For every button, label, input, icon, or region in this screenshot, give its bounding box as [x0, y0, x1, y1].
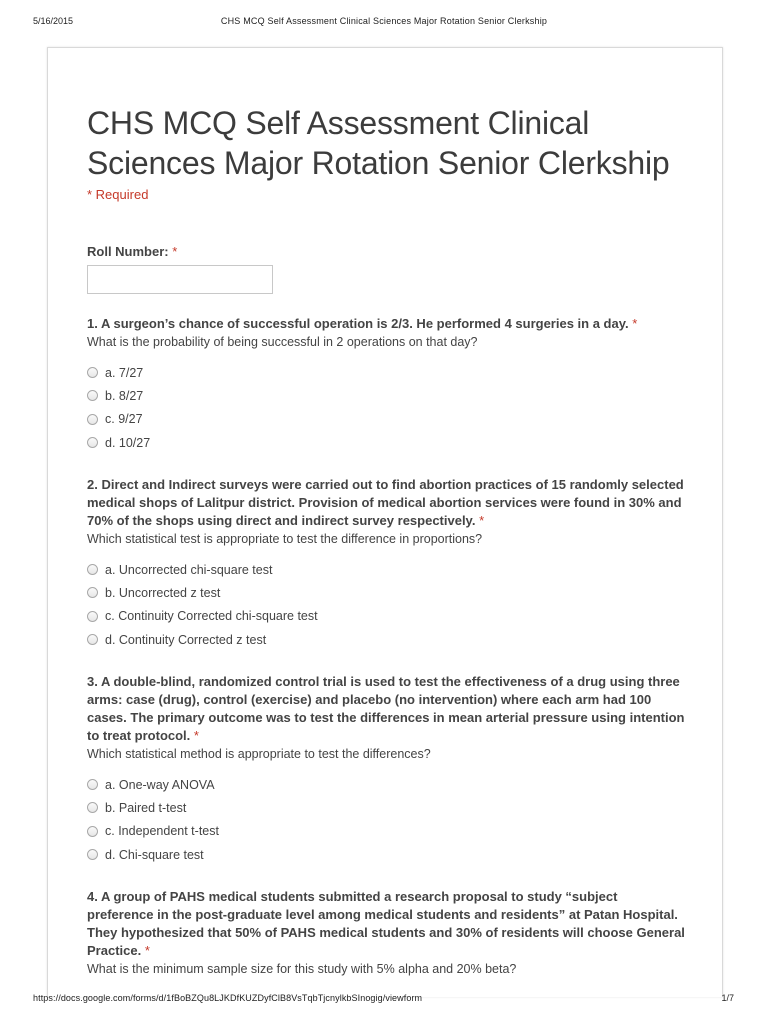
- option-label: a. 7/27: [105, 365, 144, 380]
- question-title: [87, 888, 687, 960]
- question-1: [87, 315, 687, 454]
- print-title: CHS MCQ Self Assessment Clinical Sciences Major Rotation Senior Clerkship: [220, 16, 548, 26]
- question-2: [87, 476, 687, 651]
- option-c[interactable]: [87, 408, 687, 431]
- question-title-text: 3. A double-blind, randomized control trial is used to test the effectiveness of a drug using three arms: case (drug), control (exercise) and placebo (no intervention) where each arm had 100 cases. The primary outcome was to test the differences in mean arterial pressure using intention to treat protocol.: [87, 674, 685, 743]
- option-d[interactable]: [87, 431, 687, 454]
- radio-button[interactable]: [87, 437, 98, 448]
- question-4: [87, 888, 687, 978]
- option-c[interactable]: [87, 820, 687, 843]
- option-label: b. Uncorrected z test: [105, 585, 221, 600]
- question-title-text: 4. A group of PAHS medical students submitted a research proposal to study “subject preference in the post-graduate level among medical students and residents” at Patan Hospital. They hypothesized that 50% of PAHS medical students and 30% of residents will choose General Practice.: [87, 889, 685, 958]
- options-group: [87, 361, 687, 454]
- option-c[interactable]: [87, 605, 687, 628]
- radio-button[interactable]: [87, 414, 98, 425]
- required-asterisk: *: [193, 728, 199, 743]
- required-asterisk: *: [479, 513, 485, 528]
- question-help-text: Which statistical test is appropriate to test the difference in proportions?: [87, 532, 483, 546]
- option-a[interactable]: [87, 773, 687, 796]
- option-label: c. 9/27: [105, 412, 143, 427]
- question-title: [87, 673, 687, 745]
- options-group: [87, 773, 687, 866]
- roll-number-label: [87, 244, 177, 259]
- question-title: [87, 315, 687, 333]
- option-b[interactable]: [87, 581, 687, 604]
- radio-button[interactable]: [87, 611, 98, 622]
- options-group: [87, 558, 687, 651]
- required-asterisk: *: [172, 244, 178, 259]
- option-label: d. Continuity Corrected z test: [105, 632, 267, 647]
- question-help-text: What is the probability of being successful in 2 operations on that day?: [87, 335, 478, 349]
- option-label: a. Uncorrected chi-square test: [105, 562, 273, 577]
- print-date: 5/16/2015: [33, 16, 74, 26]
- option-label: d. 10/27: [105, 435, 151, 450]
- radio-button[interactable]: [87, 634, 98, 645]
- radio-button[interactable]: [87, 367, 98, 378]
- radio-button[interactable]: [87, 390, 98, 401]
- radio-button[interactable]: [87, 587, 98, 598]
- radio-button[interactable]: [87, 802, 98, 813]
- roll-number-label-text: Roll Number:: [87, 244, 169, 259]
- print-footer: [0, 993, 768, 1007]
- print-url: https://docs.google.com/forms/d/1fBoBZQu8LJKDfKUZDyfClB8VsTqbTjcnylkbSInogig/viewform: [33, 993, 423, 1003]
- radio-button[interactable]: [87, 849, 98, 860]
- question-help-text: What is the minimum sample size for this study with 5% alpha and 20% beta?: [87, 962, 517, 976]
- question-title-text: 1. A surgeon’s chance of successful operation is 2/3. He performed 4 surgeries in a day.: [87, 316, 629, 331]
- option-d[interactable]: [87, 628, 687, 651]
- option-a[interactable]: [87, 361, 687, 384]
- question-title: [87, 476, 687, 530]
- option-label: c. Continuity Corrected chi-square test: [105, 609, 318, 624]
- print-page-number: 1/7: [721, 993, 734, 1003]
- question-help-text: Which statistical method is appropriate to test the differences?: [87, 747, 431, 761]
- option-b[interactable]: [87, 384, 687, 407]
- option-label: b. 8/27: [105, 388, 144, 403]
- form-title: CHS MCQ Self Assessment Clinical Sciences Major Rotation Senior Clerkship: [87, 105, 670, 181]
- question-3: [87, 673, 687, 866]
- option-label: a. One-way ANOVA: [105, 777, 215, 792]
- option-label: b. Paired t-test: [105, 800, 187, 815]
- radio-button[interactable]: [87, 826, 98, 837]
- print-header: [0, 16, 768, 30]
- option-label: d. Chi-square test: [105, 847, 204, 862]
- option-b[interactable]: [87, 796, 687, 819]
- roll-number-input[interactable]: [87, 265, 273, 294]
- question-title-text: 2. Direct and Indirect surveys were carried out to find abortion practices of 15 randomly selected medical shops of Lalitpur district. Provision of medical abortion services were found in 30% and 70% of the shops using direct and indirect survey respectively.: [87, 477, 684, 528]
- required-asterisk: *: [144, 943, 150, 958]
- radio-button[interactable]: [87, 564, 98, 575]
- required-note: * Required: [87, 187, 149, 202]
- option-label: c. Independent t-test: [105, 824, 219, 839]
- radio-button[interactable]: [87, 779, 98, 790]
- option-a[interactable]: [87, 558, 687, 581]
- required-asterisk: *: [632, 316, 638, 331]
- option-d[interactable]: [87, 843, 687, 866]
